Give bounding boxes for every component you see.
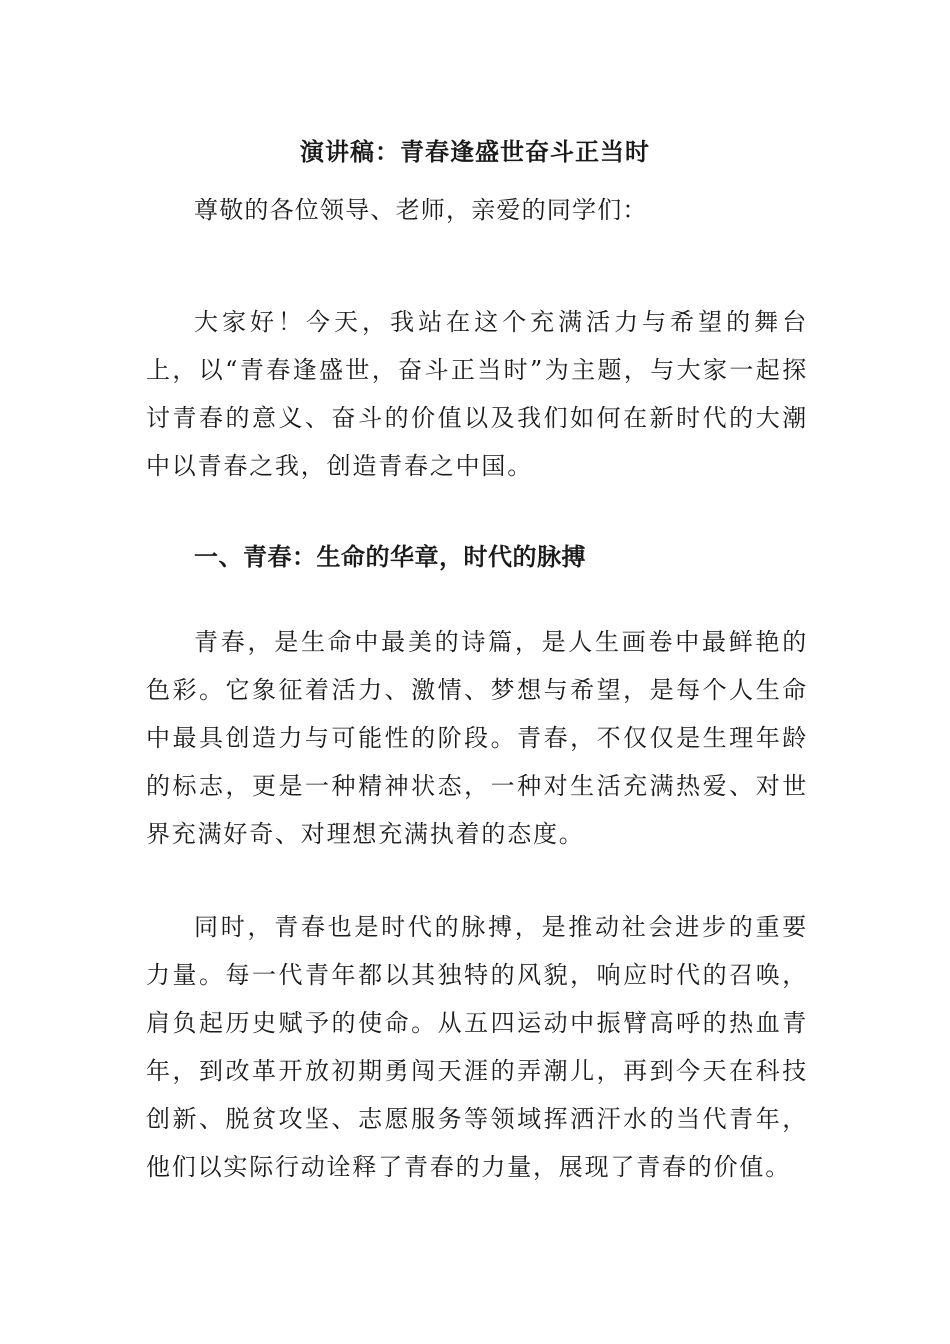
section-heading: 一、青春：生命的华章，时代的脉搏 bbox=[194, 542, 586, 571]
document-title: 演讲稿：青春逢盛世奋斗正当时 bbox=[300, 137, 650, 166]
intro-paragraph: 大家好！今天，我站在这个充满活力与希望的舞台上，以“青春逢盛世，奋斗正当时”为主题，与大家一起探讨青春的意义、奋斗的价值以及我们如何在新时代的大潮中以青春之我，创造青春之中国。 bbox=[146, 308, 808, 480]
body-paragraph-1: 青春，是生命中最美的诗篇，是人生画卷中最鲜艳的色彩。它象征着活力、激情、梦想与希望，是每个人生命中最具创造力与可能性的阶段。青春，不仅仅是生理年龄的标志，更是一种精神状态，一种对生活充满热爱、对世界充满好奇、对理想充满执着的态度。 bbox=[146, 628, 808, 848]
body-paragraph-2: 同时，青春也是时代的脉搏，是推动社会进步的重要力量。每一代青年都以其独特的风貌，响应时代的召唤，肩负起历史赋予的使命。从五四运动中振臂高呼的热血青年，到改革开放初期勇闯天涯的弄潮儿，再到今天在科技创新、脱贫攻坚、志愿服务等领域挥洒汗水的当代青年，他们以实际行动诠释了青春的力量，展现了青春的价值。 bbox=[146, 913, 808, 1181]
greeting-paragraph: 尊敬的各位领导、老师，亲爱的同学们： bbox=[194, 196, 648, 224]
